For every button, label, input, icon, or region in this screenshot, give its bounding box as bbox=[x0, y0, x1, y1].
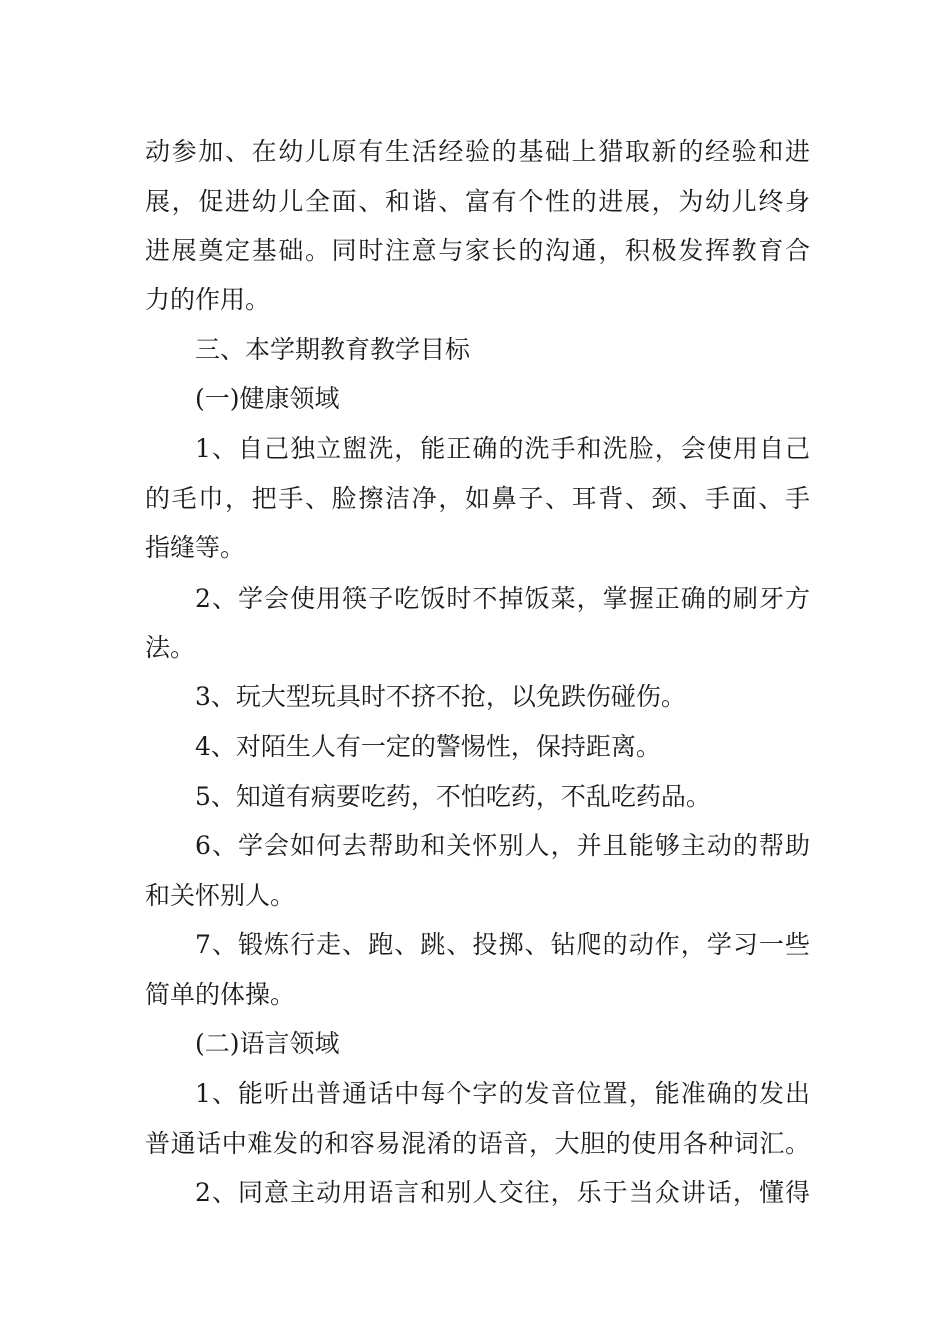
text-line: 的毛巾，把手、脸擦洁净，如鼻子、耳背、颈、手面、手 bbox=[145, 484, 810, 513]
list-item: 7、锻炼行走、跑、跳、投掷、钻爬的动作，学习一些 bbox=[195, 930, 810, 959]
subsection-heading: (二)语言领域 bbox=[195, 1029, 340, 1058]
list-item: 2、同意主动用语言和别人交往，乐于当众讲话，懂得 bbox=[195, 1178, 810, 1207]
text-line: 和关怀别人。 bbox=[145, 881, 296, 910]
text-line: 动参加、在幼儿原有生活经验的基础上猎取新的经验和进 bbox=[145, 137, 810, 166]
section-heading: 三、本学期教育教学目标 bbox=[195, 335, 471, 364]
list-item: 6、学会如何去帮助和关怀别人，并且能够主动的帮助 bbox=[195, 831, 810, 860]
list-item: 5、知道有病要吃药，不怕吃药，不乱吃药品。 bbox=[195, 782, 711, 811]
list-item: 1、自己独立盥洗，能正确的洗手和洗脸，会使用自己 bbox=[195, 434, 810, 463]
list-item: 3、玩大型玩具时不挤不抢，以免跌伤碰伤。 bbox=[195, 682, 686, 711]
text-line: 力的作用。 bbox=[145, 285, 271, 314]
subsection-heading: (一)健康领域 bbox=[195, 384, 340, 413]
text-line: 指缝等。 bbox=[145, 533, 246, 562]
list-item: 2、学会使用筷子吃饭时不掉饭菜，掌握正确的刷牙方 bbox=[195, 584, 810, 613]
list-item: 4、对陌生人有一定的警惕性，保持距离。 bbox=[195, 732, 661, 761]
text-line: 普通话中难发的和容易混淆的语音，大胆的使用各种词汇。 bbox=[145, 1129, 810, 1158]
text-line: 进展奠定基础。同时注意与家长的沟通，积极发挥教育合 bbox=[145, 236, 810, 265]
text-line: 简单的体操。 bbox=[145, 980, 296, 1009]
text-line: 展，促进幼儿全面、和谐、富有个性的进展，为幼儿终身 bbox=[145, 187, 810, 216]
text-line: 法。 bbox=[145, 633, 196, 662]
list-item: 1、能听出普通话中每个字的发音位置，能准确的发出 bbox=[195, 1079, 810, 1108]
